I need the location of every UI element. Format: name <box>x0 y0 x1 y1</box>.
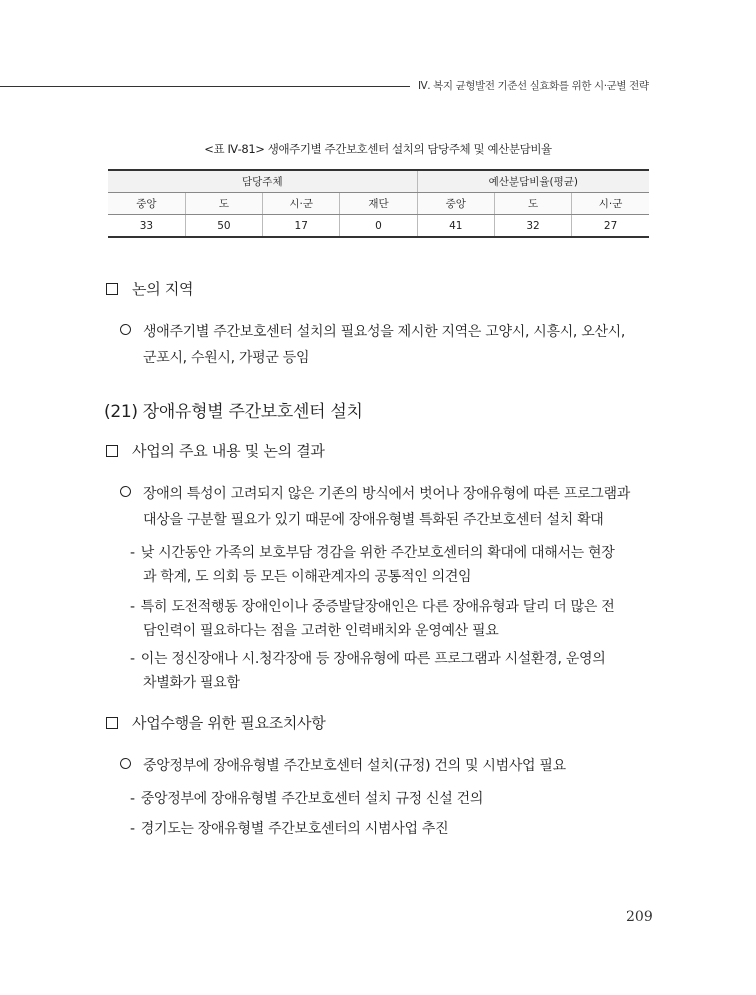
table-cell: 32 <box>494 215 571 238</box>
col-header: 도 <box>185 193 262 215</box>
square-bullet-icon <box>106 717 118 729</box>
bullet-text-continued: 군포시, 수원시, 가평군 등임 <box>143 350 310 366</box>
header-rule <box>0 86 410 87</box>
table-cell: 50 <box>185 215 262 238</box>
section-title-main-content <box>106 440 325 461</box>
dash-bullet-icon: - <box>130 821 135 837</box>
table-cell: 41 <box>417 215 494 238</box>
dash-item <box>130 596 615 616</box>
section-title-discussion-regions <box>106 278 193 299</box>
section-title-text: 논의 지역 <box>132 280 194 298</box>
bullet-item <box>120 483 630 503</box>
bullet-text: 장애의 특성이 고려되지 않은 기존의 방식에서 벗어나 장애유형에 따른 프로그램과 <box>143 486 630 502</box>
dash-text-continued: 과 학계, 도 의회 등 모든 이해관계자의 공통적인 의견임 <box>143 569 472 585</box>
dash-text: 경기도는 장애유형별 주간보호센터의 시범사업 추진 <box>140 821 449 837</box>
bullet-text: 중앙정부에 장애유형별 주간보호센터 설치(규정) 건의 및 시범사업 필요 <box>143 758 566 774</box>
col-header: 시·군 <box>263 193 340 215</box>
circle-bullet-icon <box>120 758 131 769</box>
table-column-header-row <box>108 193 649 215</box>
table-cell: 27 <box>572 215 649 238</box>
col-header: 도 <box>494 193 571 215</box>
dash-text: 특히 도전적행동 장애인이나 중증발달장애인은 다른 장애유형과 달리 더 많은 전 <box>140 599 615 615</box>
dash-text-continued: 담인력이 필요하다는 점을 고려한 인력배치와 운영예산 필요 <box>143 623 499 639</box>
col-header: 시·군 <box>572 193 649 215</box>
circle-bullet-icon <box>120 324 131 335</box>
table-group-header-row <box>108 170 649 193</box>
square-bullet-icon <box>106 445 118 457</box>
section-title-text: 사업의 주요 내용 및 논의 결과 <box>132 442 325 460</box>
dash-text: 낮 시간동안 가족의 보호부담 경감을 위한 주간보호센터의 확대에 대해서는 현장 <box>140 545 615 561</box>
dash-item <box>130 788 483 808</box>
table-cell: 17 <box>263 215 340 238</box>
dash-bullet-icon: - <box>130 651 135 667</box>
dash-item <box>130 818 448 838</box>
dash-item <box>130 648 605 668</box>
budget-share-table <box>108 169 649 238</box>
square-bullet-icon <box>106 283 118 295</box>
table-caption: <표 Ⅳ-81> 생애주기별 주간보호센터 설치의 담당주체 및 예산분담비율 <box>204 142 552 156</box>
section-title-text: 사업수행을 위한 필요조치사항 <box>132 714 326 732</box>
dash-text: 이는 정신장애나 시.청각장애 등 장애유형에 따른 프로그램과 시설환경, 운영의 <box>140 651 606 667</box>
table-cell: 0 <box>340 215 417 238</box>
bullet-text-continued: 대상을 구분할 필요가 있기 때문에 장애유형별 특화된 주간보호센터 설치 확대 <box>143 512 604 528</box>
table-cell: 33 <box>108 215 185 238</box>
circle-bullet-icon <box>120 486 131 497</box>
dash-bullet-icon: - <box>130 791 135 807</box>
group-header-budget: 예산분담비율(평균) <box>417 170 649 193</box>
dash-text-continued: 차별화가 필요함 <box>143 675 240 691</box>
bullet-text: 생애주기별 주간보호센터 설치의 필요성을 제시한 지역은 고양시, 시흥시, 오산시, <box>143 324 626 340</box>
group-header-responsible: 담당주체 <box>108 170 417 193</box>
bullet-item <box>120 321 625 341</box>
col-header: 중앙 <box>417 193 494 215</box>
bullet-item <box>120 755 566 775</box>
dash-bullet-icon: - <box>130 545 135 561</box>
page-number: 209 <box>626 909 653 925</box>
section-title-required-actions <box>106 712 325 733</box>
running-title: Ⅳ. 복지 균형발전 기준선 실효화를 위한 시·군별 전략 <box>418 80 649 92</box>
dash-item <box>130 542 615 562</box>
col-header: 재단 <box>340 193 417 215</box>
dash-text: 중앙정부에 장애유형별 주간보호센터 설치 규정 신설 건의 <box>140 791 484 807</box>
dash-bullet-icon: - <box>130 599 135 615</box>
table-row <box>108 215 649 238</box>
heading-21: (21) 장애유형별 주간보호센터 설치 <box>104 402 363 422</box>
col-header: 중앙 <box>108 193 185 215</box>
